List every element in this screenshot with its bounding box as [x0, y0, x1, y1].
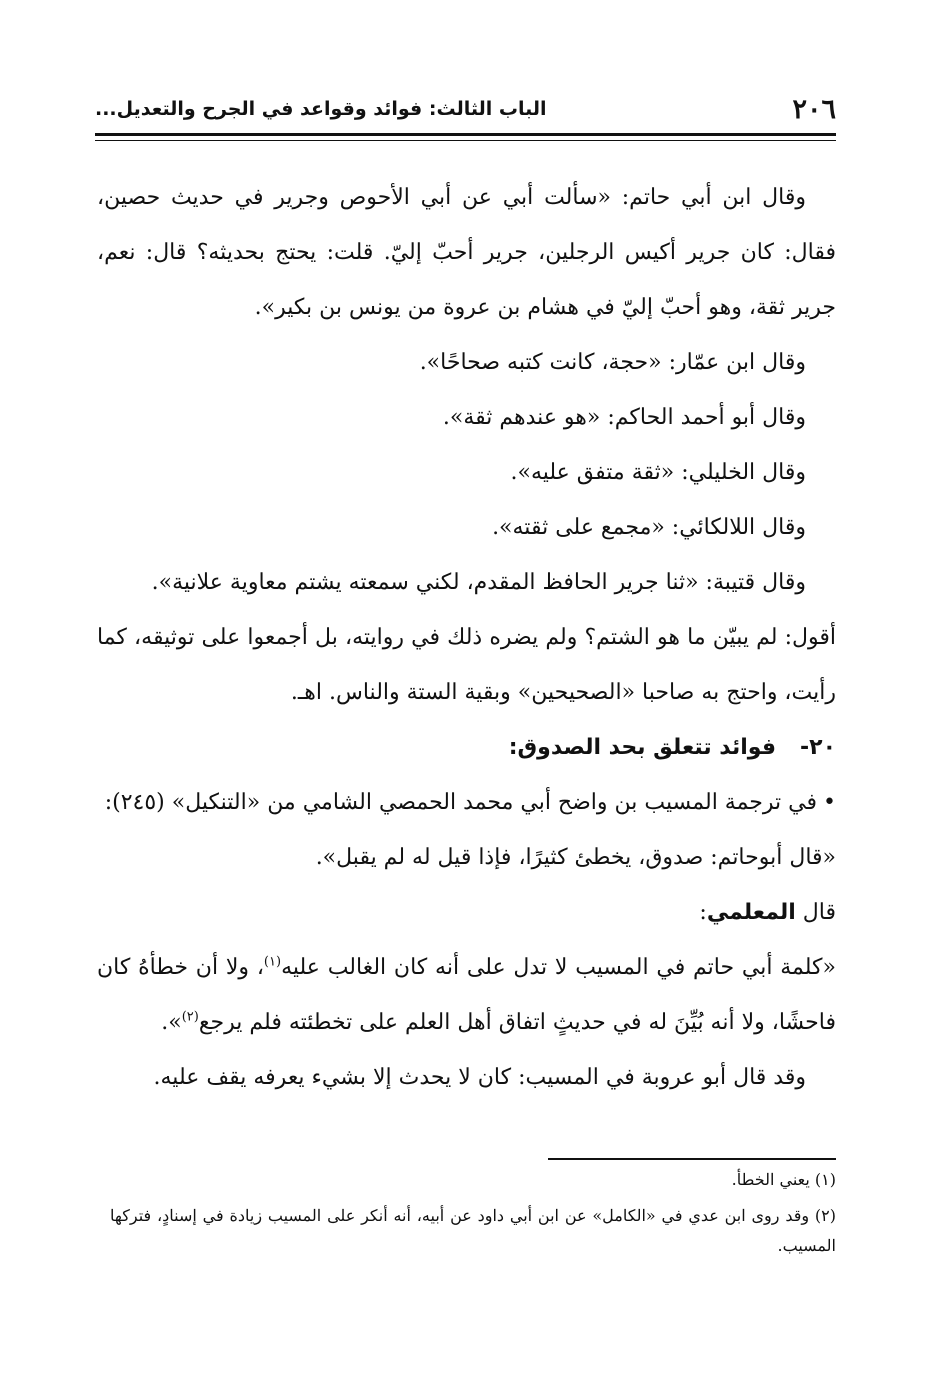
header-rule-thin [95, 140, 836, 141]
page-header [95, 92, 836, 126]
section-title: فوائد تتعلق بحد الصدوق: [508, 735, 776, 760]
paragraph: وقال قتيبة: «ثنا جرير الحافظ المقدم، لكني سمعته يشتم معاوية علانية». [151, 570, 806, 595]
quote-paragraph [97, 940, 836, 1050]
footnote: (١) يعني الخطأ. [731, 1170, 836, 1189]
bullet-paragraph [97, 775, 836, 830]
colon: : [699, 900, 707, 925]
running-title: الباب الثالث: فوائد وقواعد في الجرح والتعديل... [95, 98, 547, 120]
quote-part: ، ولا أن خطأهُ كان فاحشًا، ولا أنه بُيِّنَ له في حديثٍ اتفاق أهل العلم على تخطئته فلم يرجع [97, 955, 836, 1035]
footnote: (٢) وقد روى ابن عدي في «الكامل» عن ابن أبي داود عن أبيه، أنه أنكر على المسيب زيادة في إسنادٍ، فتركها المسيب. [110, 1206, 837, 1255]
page-number: ٢٠٦ [792, 93, 836, 125]
header-rule-thick [95, 133, 836, 136]
paragraph: وقد قال أبو عروبة في المسيب: كان لا يحدث إلا بشيء يعرفه يقف عليه. [153, 1065, 806, 1090]
section-heading [97, 720, 836, 775]
paragraph: وقال اللالكائي: «مجمع على ثقته». [492, 515, 806, 540]
paragraph [97, 885, 836, 940]
footnote-separator [548, 1158, 836, 1160]
bullet-icon: • [823, 790, 836, 815]
main-text [97, 170, 836, 1105]
section-number: ٢٠- [800, 735, 836, 760]
paragraph: وقال الخليلي: «ثقة متفق عليه». [510, 460, 806, 485]
quote-part: «كلمة أبي حاتم في المسيب لا تدل على أنه كان الغالب عليه [281, 955, 836, 980]
paragraph: وقال ابن عمّار: «حجة، كانت كتبه صحاحًا». [419, 350, 806, 375]
quote-end: ». [161, 1010, 182, 1035]
footnote-ref[interactable]: (١) [263, 954, 282, 970]
paragraph: وقال أبو أحمد الحاكم: «هو عندهم ثقة». [442, 405, 806, 430]
author-name: المعلمي [706, 900, 796, 925]
paragraph: أقول: لم يبيّن ما هو الشتم؟ ولم يضره ذلك في روايته، بل أجمعوا على توثيقه، كما رأيت، واحتج به صاحبا «الصحيحين» وبقية الستة والناس. اهـ. [97, 625, 836, 705]
bullet-text: في ترجمة المسيب بن واضح أبي محمد الحمصي الشامي من «التنكيل» (٢٤٥): [104, 790, 818, 815]
said-prefix: قال [802, 900, 836, 925]
footnote-ref[interactable]: (٢) [181, 1009, 199, 1025]
paragraph: وقال ابن أبي حاتم: «سألت أبي عن أبي الأحوص وجرير في حديث حصين، فقال: كان جرير أكيس الرجلين، جرير أحبّ إليّ. قلت: يحتج بحديثه؟ قال: نعم، جرير ثقة، وهو أحبّ إليّ في هشام بن عروة من يونس بن بكير». [97, 185, 836, 320]
footnotes [110, 1165, 836, 1267]
paragraph: «قال أبوحاتم: صدوق، يخطئ كثيرًا، فإذا قيل له لم يقبل». [315, 845, 836, 870]
